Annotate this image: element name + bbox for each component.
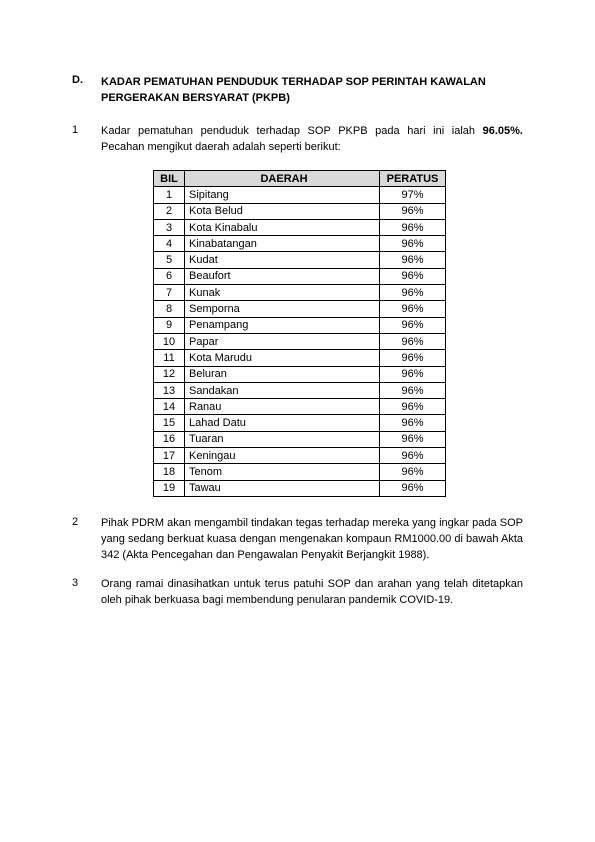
table-row bbox=[154, 399, 446, 415]
row-peratus: 96% bbox=[380, 431, 446, 447]
row-peratus: 96% bbox=[380, 480, 446, 496]
table-row bbox=[154, 317, 446, 333]
row-peratus: 96% bbox=[380, 399, 446, 415]
row-daerah: Kunak bbox=[185, 285, 380, 301]
row-daerah: Sandakan bbox=[185, 382, 380, 398]
row-daerah: Kudat bbox=[185, 252, 380, 268]
row-bil: 7 bbox=[154, 285, 185, 301]
row-peratus: 96% bbox=[380, 317, 446, 333]
row-bil: 12 bbox=[154, 366, 185, 382]
row-peratus: 96% bbox=[380, 203, 446, 219]
row-bil: 19 bbox=[154, 480, 185, 496]
item-2-text: Pihak PDRM akan mengambil tindakan tegas terhadap mereka yang ingkar pada SOP yang sedang berkuat kuasa dengan mengenakan kompaun RM1000.00 di bawah Akta 342 (Akta Pencegahan dan Pengawalan Penyakit Berjangkit 1988). bbox=[101, 517, 523, 561]
row-peratus: 96% bbox=[380, 382, 446, 398]
district-compliance-table bbox=[153, 170, 446, 497]
table-row bbox=[154, 187, 446, 203]
table-row bbox=[154, 285, 446, 301]
item-1-text: Kadar pematuhan penduduk terhadap SOP PKPB pada hari ini ialah bbox=[101, 125, 483, 137]
row-bil: 6 bbox=[154, 268, 185, 284]
row-peratus: 96% bbox=[380, 252, 446, 268]
item-1-text-after: Pecahan mengikut daerah adalah seperti berikut: bbox=[101, 141, 341, 153]
row-bil: 9 bbox=[154, 317, 185, 333]
row-peratus: 97% bbox=[380, 187, 446, 203]
row-daerah: Tuaran bbox=[185, 431, 380, 447]
row-peratus: 96% bbox=[380, 285, 446, 301]
table-row bbox=[154, 203, 446, 219]
row-daerah: Kota Marudu bbox=[185, 350, 380, 366]
row-daerah: Lahad Datu bbox=[185, 415, 380, 431]
table-row bbox=[154, 268, 446, 284]
item-3-text: Orang ramai dinasihatkan untuk terus patuhi SOP dan arahan yang telah ditetapkan oleh pihak berkuasa bagi membendung penularan pandemik COVID-19. bbox=[101, 578, 523, 606]
row-daerah: Kota Kinabalu bbox=[185, 219, 380, 235]
row-bil: 5 bbox=[154, 252, 185, 268]
row-daerah: Semporna bbox=[185, 301, 380, 317]
row-bil: 16 bbox=[154, 431, 185, 447]
row-bil: 14 bbox=[154, 399, 185, 415]
row-bil: 2 bbox=[154, 203, 185, 219]
row-peratus: 96% bbox=[380, 236, 446, 252]
row-peratus: 96% bbox=[380, 301, 446, 317]
table-row bbox=[154, 480, 446, 496]
table-row bbox=[154, 350, 446, 366]
row-peratus: 96% bbox=[380, 464, 446, 480]
table-row bbox=[154, 464, 446, 480]
table-row bbox=[154, 382, 446, 398]
item-2-number: 2 bbox=[72, 516, 79, 528]
table-row bbox=[154, 366, 446, 382]
row-daerah: Tenom bbox=[185, 464, 380, 480]
row-daerah: Kota Belud bbox=[185, 203, 380, 219]
table-row bbox=[154, 236, 446, 252]
row-bil: 10 bbox=[154, 333, 185, 349]
row-bil: 1 bbox=[154, 187, 185, 203]
row-bil: 13 bbox=[154, 382, 185, 398]
row-peratus: 96% bbox=[380, 415, 446, 431]
row-daerah: Beluran bbox=[185, 366, 380, 382]
row-peratus: 96% bbox=[380, 219, 446, 235]
header-peratus: PERATUS bbox=[380, 171, 446, 187]
table-row bbox=[154, 431, 446, 447]
row-peratus: 96% bbox=[380, 268, 446, 284]
row-bil: 3 bbox=[154, 219, 185, 235]
row-peratus: 96% bbox=[380, 366, 446, 382]
row-daerah: Tawau bbox=[185, 480, 380, 496]
row-bil: 4 bbox=[154, 236, 185, 252]
table-row bbox=[154, 219, 446, 235]
row-daerah: Kinabatangan bbox=[185, 236, 380, 252]
row-peratus: 96% bbox=[380, 333, 446, 349]
row-bil: 8 bbox=[154, 301, 185, 317]
row-daerah: Ranau bbox=[185, 399, 380, 415]
table-row bbox=[154, 301, 446, 317]
row-peratus: 96% bbox=[380, 448, 446, 464]
section-letter: D. bbox=[72, 74, 83, 86]
row-daerah: Sipitang bbox=[185, 187, 380, 203]
item-3-number: 3 bbox=[72, 577, 79, 589]
row-daerah: Papar bbox=[185, 333, 380, 349]
row-bil: 17 bbox=[154, 448, 185, 464]
row-daerah: Keningau bbox=[185, 448, 380, 464]
row-bil: 11 bbox=[154, 350, 185, 366]
table-header-row bbox=[154, 171, 446, 187]
header-bil: BIL bbox=[154, 171, 185, 187]
row-bil: 18 bbox=[154, 464, 185, 480]
item-1-number: 1 bbox=[72, 124, 79, 136]
row-daerah: Penampang bbox=[185, 317, 380, 333]
table-row bbox=[154, 415, 446, 431]
compliance-rate: 96.05%. bbox=[482, 125, 523, 137]
header-daerah: DAERAH bbox=[185, 171, 380, 187]
row-bil: 15 bbox=[154, 415, 185, 431]
table-row bbox=[154, 448, 446, 464]
row-peratus: 96% bbox=[380, 350, 446, 366]
item-1-paragraph bbox=[101, 123, 523, 155]
section-title: KADAR PEMATUHAN PENDUDUK TERHADAP SOP PERINTAH KAWALAN PERGERAKAN BERSYARAT (PKPB) bbox=[101, 76, 486, 104]
table-row bbox=[154, 333, 446, 349]
row-daerah: Beaufort bbox=[185, 268, 380, 284]
table-row bbox=[154, 252, 446, 268]
